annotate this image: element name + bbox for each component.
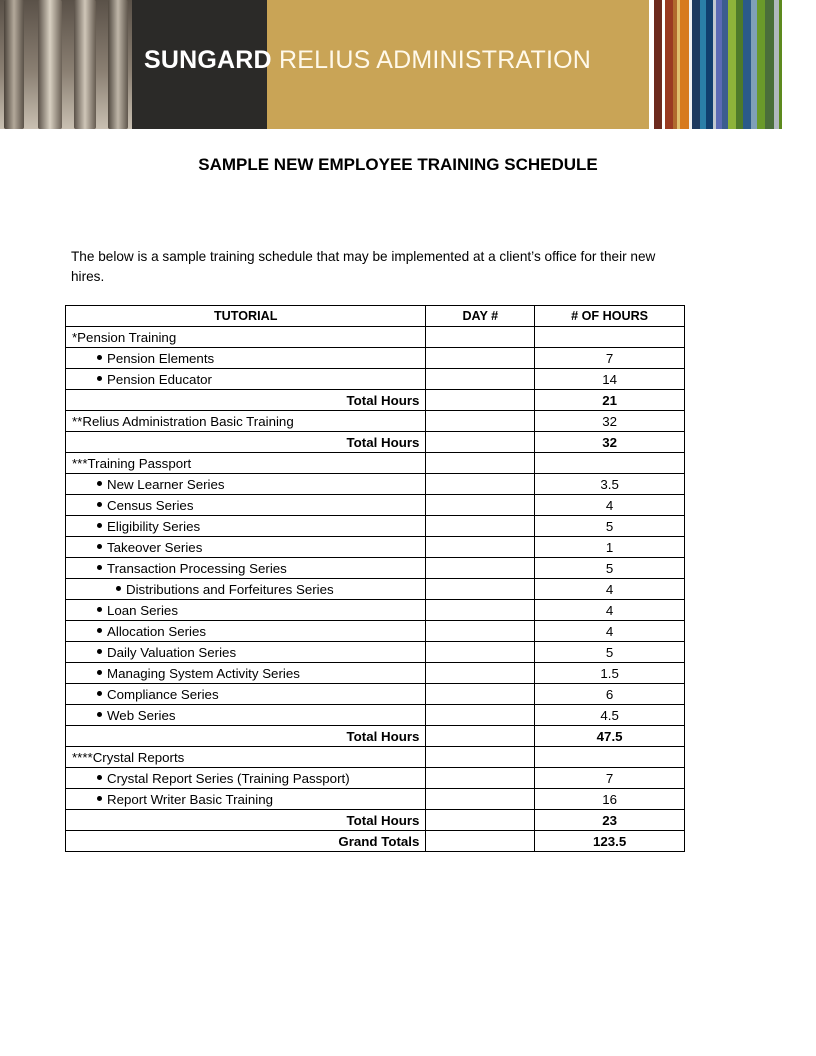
tutorial-label: Total Hours [346, 434, 420, 450]
bullet-icon [116, 586, 121, 591]
day-cell [426, 579, 535, 600]
day-cell [426, 600, 535, 621]
table-row [66, 642, 685, 663]
hours-cell: 6 [535, 684, 685, 705]
bullet-icon [97, 376, 102, 381]
day-cell [426, 411, 535, 432]
hours-cell: 4.5 [535, 705, 685, 726]
bullet-icon [97, 796, 102, 801]
tutorial-label: Pension Elements [107, 350, 215, 366]
tutorial-label: Loan Series [107, 602, 178, 618]
tutorial-label: Transaction Processing Series [107, 560, 287, 576]
bullet-icon [97, 481, 102, 486]
color-stripe [765, 0, 774, 129]
tutorial-cell [66, 705, 426, 726]
tutorial-cell [66, 789, 426, 810]
color-stripe [692, 0, 700, 129]
hours-cell: 4 [535, 579, 685, 600]
logo-brand-thin: RELIUS ADMINISTRATION [278, 46, 592, 74]
bullet-icon [97, 607, 102, 612]
table-row [66, 621, 685, 642]
tutorial-label: Allocation Series [107, 623, 207, 639]
day-cell [426, 474, 535, 495]
table-row [66, 663, 685, 684]
color-stripe [757, 0, 765, 129]
day-cell [426, 684, 535, 705]
day-cell [426, 789, 535, 810]
table-row [66, 579, 685, 600]
hours-cell [535, 327, 685, 348]
day-cell [426, 642, 535, 663]
bullet-icon [97, 502, 102, 507]
header-banner [0, 0, 816, 129]
table-row [66, 747, 685, 768]
tutorial-cell [66, 390, 426, 411]
table-row [66, 705, 685, 726]
day-cell [426, 327, 535, 348]
table-row [66, 327, 685, 348]
tutorial-label: Managing System Activity Series [107, 665, 300, 681]
header-hours: # OF HOURS [535, 306, 685, 327]
tutorial-label: Eligibility Series [107, 518, 201, 534]
tutorial-cell [66, 726, 426, 747]
tutorial-label: Census Series [107, 497, 194, 513]
hours-cell [535, 453, 685, 474]
tutorial-label: Distributions and Forfeitures Series [126, 581, 334, 597]
tutorial-label: New Learner Series [107, 476, 225, 492]
bullet-icon [97, 649, 102, 654]
day-cell [426, 495, 535, 516]
tutorial-cell [66, 516, 426, 537]
tutorial-cell [66, 768, 426, 789]
tutorial-label: *Pension Training [72, 329, 177, 345]
tutorial-cell [66, 411, 426, 432]
bullet-icon [97, 565, 102, 570]
header-day: DAY # [426, 306, 535, 327]
tutorial-cell [66, 684, 426, 705]
color-stripe [654, 0, 662, 129]
table-header-row [66, 306, 685, 327]
tutorial-label: Total Hours [346, 392, 420, 408]
table-row [66, 537, 685, 558]
hours-cell: 23 [535, 810, 685, 831]
table-row [66, 432, 685, 453]
tutorial-cell [66, 348, 426, 369]
bullet-icon [97, 355, 102, 360]
color-stripe [665, 0, 673, 129]
hours-cell: 7 [535, 768, 685, 789]
tutorial-cell [66, 810, 426, 831]
tutorial-cell [66, 747, 426, 768]
table-row [66, 768, 685, 789]
day-cell [426, 747, 535, 768]
day-cell [426, 831, 535, 852]
day-cell [426, 432, 535, 453]
table-row [66, 810, 685, 831]
tutorial-label: Grand Totals [338, 833, 420, 849]
hours-cell: 3.5 [535, 474, 685, 495]
color-stripe [680, 0, 689, 129]
tutorial-label: ***Training Passport [72, 455, 192, 471]
table-row [66, 411, 685, 432]
tutorial-label: Daily Valuation Series [107, 644, 237, 660]
bullet-icon [97, 712, 102, 717]
bullet-icon [97, 628, 102, 633]
day-cell [426, 621, 535, 642]
tutorial-label: Compliance Series [107, 686, 219, 702]
hours-cell: 7 [535, 348, 685, 369]
tutorial-cell [66, 600, 426, 621]
table-row [66, 369, 685, 390]
color-stripe [736, 0, 743, 129]
hours-cell: 5 [535, 558, 685, 579]
tutorial-label: Takeover Series [107, 539, 203, 555]
table-row [66, 600, 685, 621]
bullet-icon [97, 691, 102, 696]
document-title: SAMPLE NEW EMPLOYEE TRAINING SCHEDULE [198, 155, 598, 174]
table-row [66, 516, 685, 537]
bullet-icon [97, 670, 102, 675]
tutorial-label: Total Hours [346, 728, 420, 744]
table-row [66, 789, 685, 810]
tutorial-cell [66, 642, 426, 663]
tutorial-cell [66, 495, 426, 516]
tutorial-label: Crystal Report Series (Training Passport) [107, 770, 350, 786]
tutorial-label: Report Writer Basic Training [107, 791, 274, 807]
table-row [66, 495, 685, 516]
color-stripe [779, 0, 782, 129]
color-stripe [743, 0, 751, 129]
hours-cell [535, 747, 685, 768]
intro-paragraph: The below is a sample training schedule that may be implemented at a client’s office for their new hires. [71, 249, 656, 284]
day-cell [426, 810, 535, 831]
hours-cell: 4 [535, 600, 685, 621]
tutorial-label: Total Hours [346, 812, 420, 828]
color-stripes [649, 0, 816, 129]
table-row [66, 726, 685, 747]
tutorial-cell [66, 453, 426, 474]
hours-cell: 5 [535, 642, 685, 663]
hours-cell: 5 [535, 516, 685, 537]
day-cell [426, 516, 535, 537]
hours-cell: 4 [535, 495, 685, 516]
hours-cell: 32 [535, 432, 685, 453]
day-cell [426, 390, 535, 411]
day-cell [426, 453, 535, 474]
table-row [66, 831, 685, 852]
hours-cell: 1.5 [535, 663, 685, 684]
color-stripe [728, 0, 736, 129]
table-row [66, 390, 685, 411]
columns-photo [0, 0, 132, 129]
tutorial-cell [66, 558, 426, 579]
hours-cell: 16 [535, 789, 685, 810]
table-row [66, 558, 685, 579]
hours-cell: 14 [535, 369, 685, 390]
tutorial-cell [66, 369, 426, 390]
tutorial-cell [66, 432, 426, 453]
day-cell [426, 369, 535, 390]
logo-brand-strong: SUNGARD [144, 46, 272, 74]
tutorial-cell [66, 663, 426, 684]
tutorial-label: Web Series [107, 707, 176, 723]
color-stripe [706, 0, 713, 129]
table-row [66, 474, 685, 495]
hours-cell: 21 [535, 390, 685, 411]
bullet-icon [97, 523, 102, 528]
tutorial-cell [66, 579, 426, 600]
tutorial-cell [66, 474, 426, 495]
day-cell [426, 726, 535, 747]
bullet-icon [97, 544, 102, 549]
hours-cell: 123.5 [535, 831, 685, 852]
tutorial-cell [66, 537, 426, 558]
header-tutorial: TUTORIAL [66, 306, 426, 327]
bullet-icon [97, 775, 102, 780]
training-schedule-table [65, 305, 685, 852]
table-body [66, 327, 685, 852]
table-row [66, 453, 685, 474]
tutorial-cell [66, 327, 426, 348]
table-row [66, 348, 685, 369]
hours-cell: 32 [535, 411, 685, 432]
day-cell [426, 768, 535, 789]
table-row [66, 684, 685, 705]
tutorial-cell [66, 621, 426, 642]
tutorial-label: Pension Educator [107, 371, 212, 387]
tutorial-label: ****Crystal Reports [72, 749, 185, 765]
tutorial-label: **Relius Administration Basic Training [72, 413, 294, 429]
tutorial-cell [66, 831, 426, 852]
hours-cell: 47.5 [535, 726, 685, 747]
hours-cell: 4 [535, 621, 685, 642]
day-cell [426, 537, 535, 558]
day-cell [426, 705, 535, 726]
company-logo [144, 46, 591, 75]
hours-cell: 1 [535, 537, 685, 558]
day-cell [426, 663, 535, 684]
day-cell [426, 348, 535, 369]
day-cell [426, 558, 535, 579]
